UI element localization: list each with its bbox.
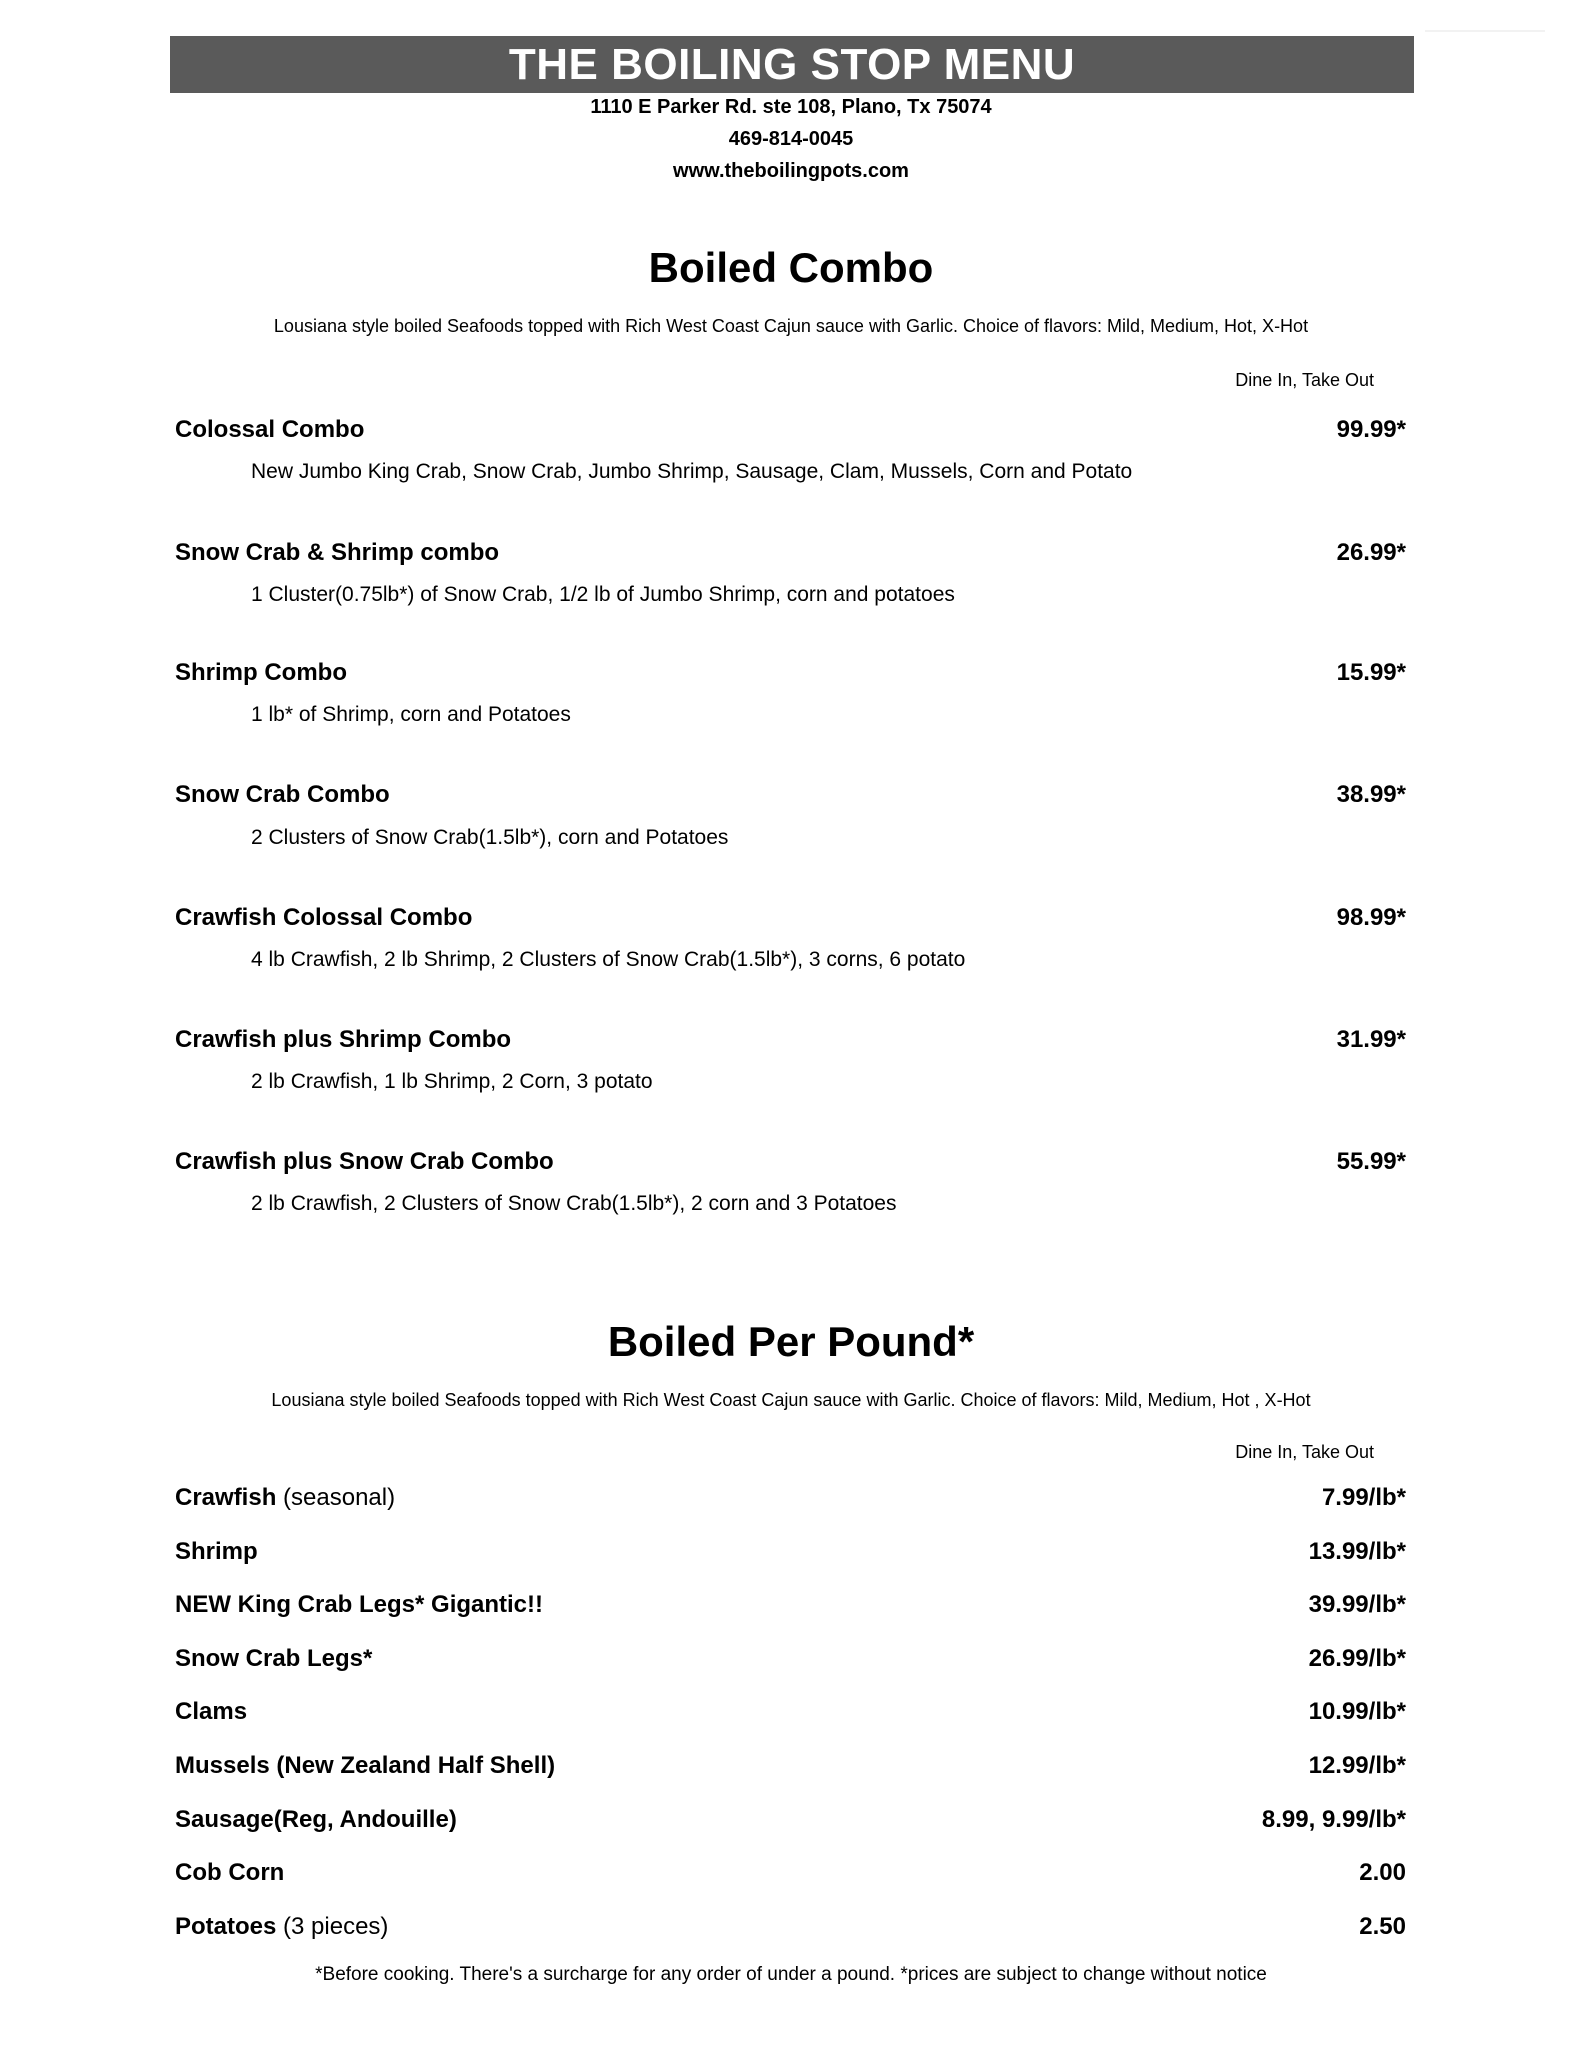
per-pound-item-name: Clams (175, 1698, 248, 1725)
per-pound-item-name: Shrimp (175, 1538, 258, 1565)
per-pound-item (175, 1698, 247, 1726)
per-pound-item-price: 39.99/lb* (1308, 1591, 1406, 1618)
combo-item-name: Snow Crab & Shrimp combo (175, 539, 500, 566)
page-corner-mark (1425, 30, 1545, 32)
boiled-per-pound-title: Boiled Per Pound* (607, 1318, 975, 1365)
per-pound-item-note: (3 pieces) (276, 1913, 389, 1940)
per-pound-item (175, 1913, 388, 1941)
combo-item-name: Crawfish plus Shrimp Combo (175, 1026, 512, 1053)
per-pound-item-price: 7.99/lb* (1321, 1484, 1406, 1511)
boiled-per-pound-subtitle: Lousiana style boiled Seafoods topped with Rich West Coast Cajun sauce with Garlic. Choice of flavors: Mild, Medium, Hot , X-Hot (271, 1390, 1311, 1410)
per-pound-item (175, 1538, 258, 1566)
pricing-footnote: *Before cooking. There's a surcharge for any order of under a pound. *prices are subject to change without notice (315, 1964, 1267, 1985)
per-pound-item (175, 1591, 543, 1619)
per-pound-item-price: 13.99/lb* (1308, 1538, 1406, 1565)
per-pound-item-price: 2.00 (1359, 1859, 1406, 1886)
combo-item-description: 4 lb Crawfish, 2 lb Shrimp, 2 Clusters of Snow Crab(1.5lb*), 3 corns, 6 potato (251, 948, 966, 971)
per-pound-item-name: Potatoes (175, 1913, 277, 1940)
combo-item-name: Crawfish Colossal Combo (175, 904, 473, 931)
combo-item-name: Crawfish plus Snow Crab Combo (175, 1148, 554, 1175)
combo-item-description: New Jumbo King Crab, Snow Crab, Jumbo Shrimp, Sausage, Clam, Mussels, Corn and Potato (251, 460, 1133, 483)
combo-item-description: 2 lb Crawfish, 1 lb Shrimp, 2 Corn, 3 potato (251, 1070, 653, 1093)
per-pound-item (175, 1806, 457, 1834)
per-pound-item-note: (seasonal) (276, 1484, 396, 1511)
per-pound-item (175, 1859, 284, 1887)
boiled-combo-title: Boiled Combo (648, 244, 934, 291)
combo-item-price: 31.99* (1336, 1026, 1406, 1053)
restaurant-website[interactable]: www.theboilingpots.com (673, 160, 909, 182)
per-pound-item-price: 12.99/lb* (1308, 1752, 1406, 1779)
combo-item-price: 26.99* (1336, 539, 1406, 566)
per-pound-item-name: Mussels (New Zealand Half Shell) (175, 1752, 556, 1779)
combo-item-description: 1 Cluster(0.75lb*) of Snow Crab, 1/2 lb of Jumbo Shrimp, corn and potatoes (251, 583, 955, 606)
menu-title: THE BOILING STOP MENU (170, 36, 1414, 93)
per-pound-item-name: Sausage(Reg, Andouille) (175, 1806, 457, 1833)
per-pound-item-name: Cob Corn (175, 1859, 285, 1886)
combo-item-name: Colossal Combo (175, 416, 365, 443)
combo-item-price: 99.99* (1336, 416, 1406, 443)
restaurant-phone: 469-814-0045 (728, 128, 854, 150)
per-pound-item-price: 2.50 (1359, 1913, 1406, 1940)
per-pound-item-price: 8.99, 9.99/lb* (1261, 1806, 1406, 1833)
combo-item-description: 1 lb* of Shrimp, corn and Potatoes (251, 703, 571, 726)
combo-item-price: 98.99* (1336, 904, 1406, 931)
boiled-combo-column-label: Dine In, Take Out (1235, 370, 1374, 390)
boiled-combo-subtitle: Lousiana style boiled Seafoods topped with Rich West Coast Cajun sauce with Garlic. Choice of flavors: Mild, Medium, Hot, X-Hot (273, 316, 1309, 336)
per-pound-item (175, 1645, 372, 1673)
per-pound-item-price: 26.99/lb* (1308, 1645, 1406, 1672)
per-pound-item-name: NEW King Crab Legs* Gigantic!! (175, 1591, 544, 1618)
restaurant-address: 1110 E Parker Rd. ste 108, Plano, Tx 75074 (590, 96, 992, 118)
per-pound-item-name: Crawfish (175, 1484, 277, 1511)
per-pound-item-name: Snow Crab Legs* (175, 1645, 373, 1672)
combo-item-description: 2 lb Crawfish, 2 Clusters of Snow Crab(1.5lb*), 2 corn and 3 Potatoes (251, 1192, 897, 1215)
combo-item-price: 15.99* (1336, 659, 1406, 686)
combo-item-price: 55.99* (1336, 1148, 1406, 1175)
per-pound-item (175, 1752, 555, 1780)
combo-item-name: Shrimp Combo (175, 659, 347, 686)
combo-item-description: 2 Clusters of Snow Crab(1.5lb*), corn and Potatoes (251, 826, 729, 849)
combo-item-price: 38.99* (1336, 781, 1406, 808)
combo-item-name: Snow Crab Combo (175, 781, 390, 808)
per-pound-item-price: 10.99/lb* (1308, 1698, 1406, 1725)
per-pound-item (175, 1484, 395, 1512)
boiled-per-pound-column-label: Dine In, Take Out (1235, 1442, 1374, 1462)
